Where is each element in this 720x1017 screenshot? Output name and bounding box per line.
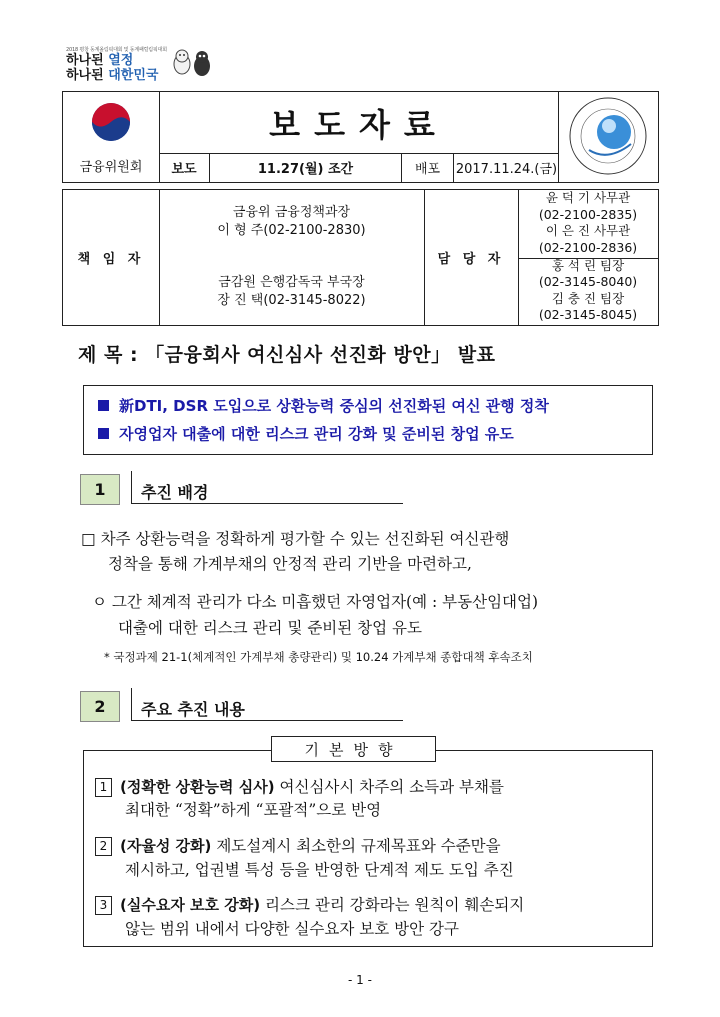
section-1-paragraph-2-line-2: 대출에 대한 리스크 관리 및 준비된 창업 유도 — [118, 619, 423, 637]
page-number: - 1 - — [348, 973, 372, 987]
section-1-rule — [131, 503, 403, 504]
section-2-divider — [131, 688, 132, 720]
responsible-persons-table — [62, 189, 659, 326]
contact-line: (02-3145-8040) — [538, 274, 638, 289]
contact-persons — [518, 190, 658, 325]
square-bullet-icon — [98, 400, 109, 411]
distribution-date: 2017.11.24.(금) — [455, 162, 558, 177]
boxed-number: 3 — [95, 896, 112, 915]
principle-item-3 — [95, 893, 524, 915]
mascot-icon — [168, 44, 216, 84]
slogan-line-2-a: 하나된 — [66, 68, 109, 83]
contact-label: 담 당 자 — [424, 190, 519, 325]
fsc-logo-cell — [63, 92, 160, 182]
principle-item-text: 제도설계시 최소한의 규제목표와 수준만을 — [211, 837, 501, 855]
section-2-number: 2 — [80, 691, 120, 722]
responsible-label: 책 임 자 — [63, 190, 160, 325]
principle-item-heading: (실수요자 보호 강화) — [120, 896, 261, 914]
contact-line: (02-3145-8045) — [538, 307, 638, 322]
fss-contacts — [518, 258, 658, 326]
fss-seal-icon — [559, 92, 658, 181]
summary-text: 新DTI, DSR 도입으로 상환능력 중심의 선진화된 여신 관행 정착 — [119, 397, 549, 415]
slogan-caption: 2018 평창 동계올림픽대회 및 동계패럴림픽대회 — [66, 47, 167, 53]
responsible-persons — [159, 190, 425, 325]
section-1-paragraph-2-line-1: ㅇ 그간 체계적 관리가 다소 미흡했던 자영업자(예 : 부동산임대업) — [92, 593, 539, 611]
distribution-label: 배포 — [402, 153, 454, 182]
release-label: 보도 — [159, 153, 210, 182]
principle-item-text: 리스크 관리 강화라는 원칙이 훼손되지 — [260, 896, 525, 914]
section-1-footnote: * 국정과제 21-1(체계적인 가계부채 총량관리) 및 10.24 가계부채 종합대책 후속조치 — [104, 650, 533, 664]
principle-label: 기본방향 — [271, 736, 436, 762]
slogan-line-2-b: 대한민국 — [108, 68, 159, 83]
section-1-divider — [131, 471, 132, 503]
slogan-line-1-a: 하나된 — [66, 53, 109, 68]
slogan-line-1-b: 열정 — [108, 53, 134, 68]
principle-item-3-line-2: 않는 범위 내에서 다양한 실수요자 보호 방안 강구 — [125, 920, 459, 938]
org-name: 금융위원회 — [79, 160, 143, 175]
section-1-title: 추진 배경 — [141, 483, 209, 502]
summary-item — [98, 395, 549, 416]
contact-line: 김 충 진 팀장 — [551, 290, 625, 306]
contact-line: (02-2100-2835) — [538, 206, 638, 222]
section-2-rule — [131, 720, 403, 721]
section-2-title: 주요 추진 내용 — [141, 700, 245, 719]
page-title: 보도자료 — [159, 92, 559, 154]
contact-line: (02-2100-2836) — [538, 239, 638, 255]
principle-item-text: 여신심사시 차주의 소득과 부채를 — [274, 778, 504, 796]
fsc-dept: 금융위 금융정책과장 — [232, 205, 351, 220]
section-1-number: 1 — [80, 474, 120, 505]
contact-line: 윤 덕 기 사무관 — [545, 190, 631, 205]
summary-box — [83, 385, 653, 455]
principle-item-2-line-2: 제시하고, 업권별 특성 등을 반영한 단계적 제도 도입 추진 — [125, 861, 514, 879]
fss-person: 장 진 택(02-3145-8022) — [217, 293, 366, 308]
contact-line: 홍 석 린 팀장 — [551, 257, 625, 273]
principle-item-2 — [95, 834, 501, 856]
section-1-paragraph-1-line-2: 정착을 통해 가계부채의 안정적 관리 기반을 마련하고, — [108, 555, 472, 573]
summary-text: 자영업자 대출에 대한 리스크 관리 강화 및 준비된 창업 유도 — [119, 425, 514, 443]
square-bullet-icon — [98, 428, 109, 439]
boxed-number: 1 — [95, 778, 112, 797]
boxed-number: 2 — [95, 837, 112, 856]
principle-item-heading: (정확한 상환능력 심사) — [120, 778, 275, 796]
fss-seal-cell — [558, 92, 658, 182]
principle-item-1 — [95, 775, 504, 797]
subject-heading: 제 목 : 「금융회사 여신심사 선진화 방안」 발표 — [78, 344, 496, 366]
contact-line: 이 은 진 사무관 — [545, 223, 631, 238]
fsc-emblem-icon — [63, 92, 159, 154]
section-1-paragraph-1-line-1: □ 차주 상환능력을 정확하게 평가할 수 있는 선진화된 여신관행 — [81, 530, 510, 548]
fss-dept: 금감원 은행감독국 부국장 — [218, 275, 365, 290]
release-info-row — [159, 153, 559, 182]
release-time: 11.27(월) 조간 — [210, 153, 402, 182]
fsc-person: 이 형 주(02-2100-2830) — [217, 223, 366, 238]
summary-item — [98, 423, 514, 444]
press-release-header — [62, 91, 659, 183]
principle-item-1-line-2: 최대한 “정확”하게 “포괄적”으로 반영 — [125, 801, 382, 819]
fsc-contacts — [518, 190, 658, 259]
principle-item-heading: (자율성 강화) — [120, 837, 212, 855]
